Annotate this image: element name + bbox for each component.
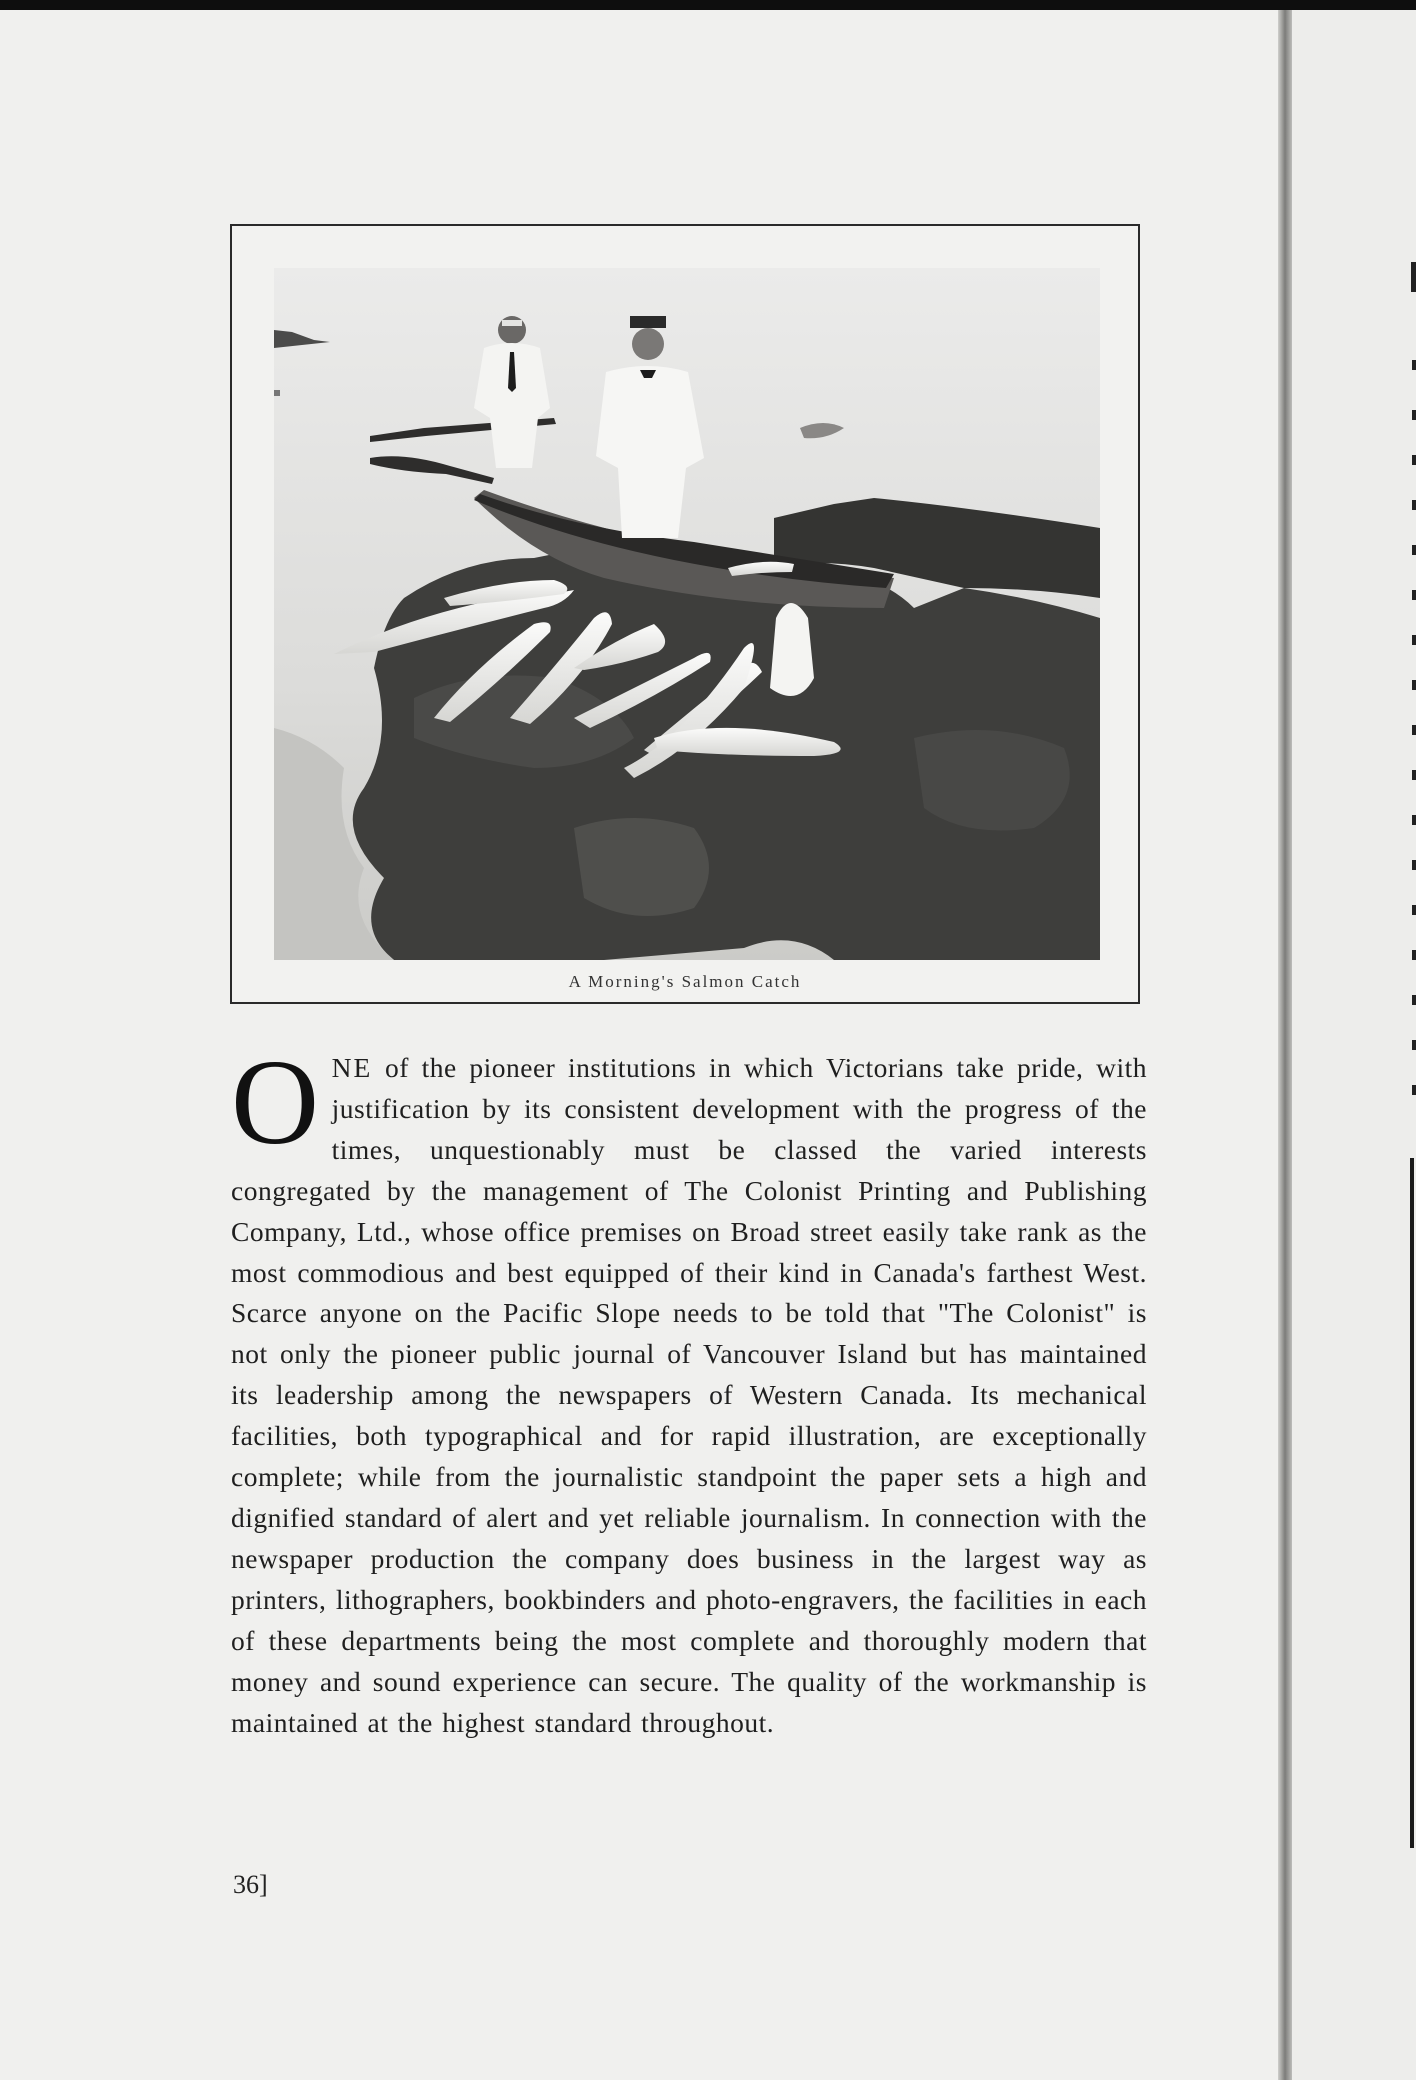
photo-caption: A Morning's Salmon Catch	[568, 972, 802, 991]
page-number: 36]	[233, 1870, 268, 1899]
paragraph-body: of the pioneer institutions in which Victorians take pride, with justification by its consistent development with the progress of the times, unquestionably must be classed the varied interests congregated by the management of The Colonist Printing and Publishing Company, Ltd., whose office premises on Broad street easily take rank as the most commodious and best equipped of their kind in Canada's farthest West. Scarce anyone on the Pacific Slope needs to be told that "The Colonist" is not only the pioneer public journal of Vancouver Island but has maintained its leadership among the newspapers of Western Canada. Its mechanical facilities, both typographical and for rapid illustration, are exceptionally complete; while from the journalistic standpoint the paper sets a high and dignified standard of alert and yet reliable journalism. In connection with the newspaper production the company does business in the largest way as printers, lithographers, bookbinders and photo-engravers, the facilities in each of these departments being the most complete and thoroughly modern that money and sound experience can secure. The quality of the workmanship is maintained at the highest standard throughout.	[231, 1052, 1147, 1738]
article-paragraph	[231, 1035, 1147, 1743]
lead-in: NE	[331, 1052, 373, 1083]
book-gutter	[1278, 10, 1292, 2080]
facing-page-edge	[1292, 10, 1416, 2080]
drop-cap: O	[231, 1035, 320, 1170]
salmon-catch-photo	[274, 268, 1100, 960]
facing-page-rule	[1410, 1158, 1414, 1848]
